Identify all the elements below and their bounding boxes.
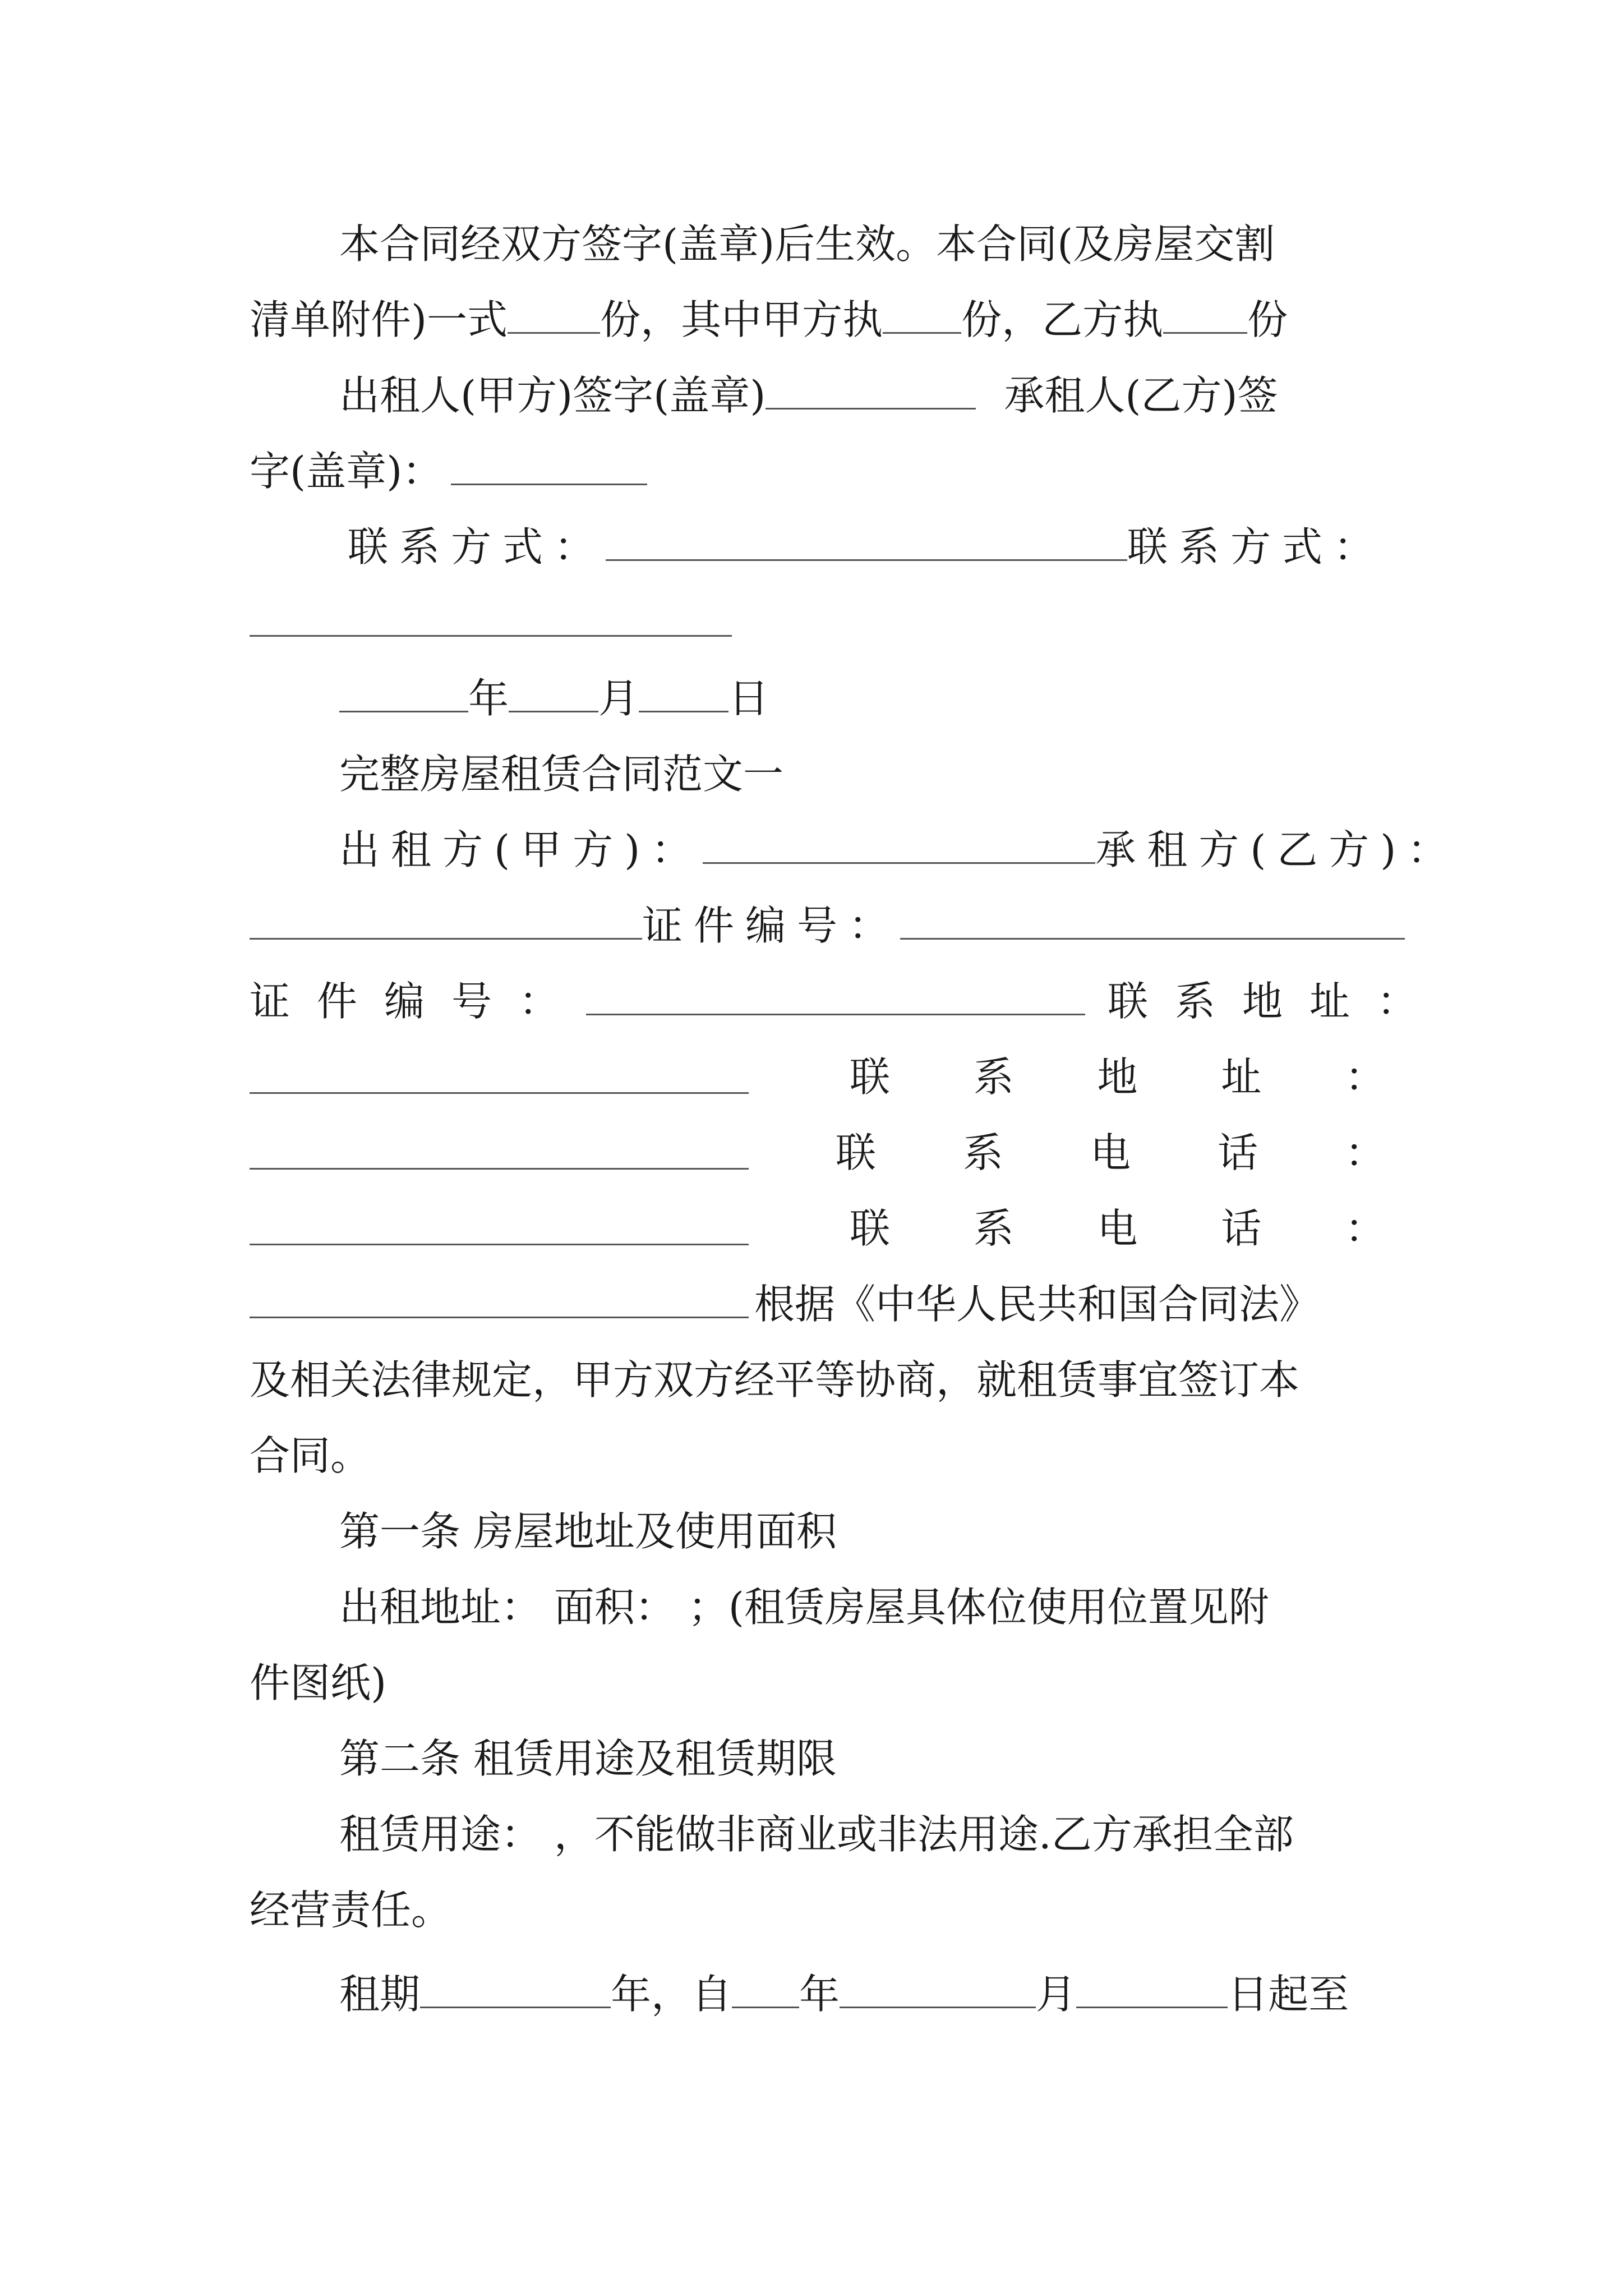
blank-field[interactable] <box>639 677 728 712</box>
copies-party-b-label: 份，乙方执 <box>961 296 1164 343</box>
year-label: 年 <box>799 1971 840 2018</box>
text-line-legal-basis <box>250 1271 1391 1338</box>
char: 联 <box>836 1129 877 1176</box>
copies-label: 清单附件)一式 <box>250 296 508 343</box>
blank-field[interactable] <box>451 450 647 485</box>
paragraph-text: 第二条 租赁用途及租赁期限 <box>339 1735 837 1782</box>
char: 话 <box>1221 1205 1262 1252</box>
text-line <box>250 1876 1391 1944</box>
char: 话 <box>1217 1129 1258 1176</box>
char: ： <box>1344 1205 1385 1252</box>
blank-field[interactable] <box>508 298 600 334</box>
text-line-signature-cont <box>250 438 1391 505</box>
blank-field[interactable] <box>883 298 961 334</box>
text-line-contacts <box>348 513 1391 581</box>
blank-field[interactable] <box>250 601 732 637</box>
char: 电 <box>1097 1205 1138 1252</box>
paragraph-text: 根据《中华人民共和国合同法》 <box>754 1281 1320 1328</box>
paragraph-text: 经营责任。 <box>250 1887 452 1934</box>
char: 地 <box>1097 1053 1138 1101</box>
lessor-signature-label: 出租人(甲方)签字(盖章) <box>339 372 766 419</box>
blank-field[interactable] <box>339 677 468 712</box>
blank-field[interactable] <box>250 1210 749 1245</box>
article-1-heading <box>339 1498 1391 1565</box>
paragraph-text: 第一条 房屋地址及使用面积 <box>339 1508 837 1555</box>
blank-field[interactable] <box>250 904 642 940</box>
year-from-label: 年，自 <box>611 1971 732 2018</box>
day-label: 日 <box>728 675 769 722</box>
blank-field[interactable] <box>250 1134 749 1170</box>
char: 电 <box>1090 1129 1131 1176</box>
text-line-id-number <box>250 892 1391 959</box>
blank-field[interactable] <box>703 829 1095 864</box>
text-line-phone-b <box>250 1195 1391 1262</box>
text-line-contact-blank <box>250 589 1391 656</box>
paragraph-text: 出租地址： 面积： ；(租赁房屋具体位使用位置见附 <box>339 1584 1269 1631</box>
contact-label-a: 联系方式： <box>348 523 606 570</box>
blank-field[interactable] <box>420 1973 611 2008</box>
char: 系 <box>973 1205 1014 1252</box>
char: 系 <box>962 1129 1003 1176</box>
blank-field[interactable] <box>606 526 1127 561</box>
paragraph-text: 本合同经双方签字(盖章)后生效。本合同(及房屋交割 <box>339 220 1275 268</box>
id-number-label: 证件编号： <box>642 902 901 949</box>
char: 联 <box>850 1205 891 1252</box>
text-line-effective-clause <box>339 210 1391 278</box>
day-until-label: 日起至 <box>1228 1971 1349 2018</box>
copies-party-a-label: 份，其中甲方执 <box>600 296 883 343</box>
blank-field[interactable] <box>1163 298 1247 334</box>
text-line-usage <box>339 1801 1391 1868</box>
text-line-lease-term <box>339 1961 1391 2028</box>
blank-field[interactable] <box>732 1973 799 2008</box>
month-label: 月 <box>1036 1971 1077 2018</box>
article-2-heading <box>339 1725 1391 1792</box>
blank-field[interactable] <box>250 1283 749 1318</box>
char: 系 <box>973 1053 1014 1101</box>
copies-unit: 份 <box>1247 296 1288 343</box>
paragraph-text: 件图纸) <box>250 1659 387 1706</box>
address-label: 联系地址： <box>1108 978 1445 1025</box>
text-line <box>250 1346 1391 1414</box>
char: ： <box>1344 1129 1385 1176</box>
blank-field[interactable] <box>766 374 976 409</box>
paragraph-text: 租赁用途： ，不能做非商业或非法用途.乙方承担全部 <box>339 1811 1294 1858</box>
lessor-label: 出租方(甲方)： <box>339 826 703 873</box>
id-number-label: 证件编号： <box>250 978 587 1025</box>
lease-term-label: 租期 <box>339 1971 421 2018</box>
text-line <box>250 1649 1391 1717</box>
section-title <box>339 740 1391 808</box>
blank-field[interactable] <box>840 1973 1036 2008</box>
text-line-id-address <box>250 968 1445 1035</box>
paragraph-text: 字(盖章)： <box>250 448 443 495</box>
text-line-copies <box>250 286 1391 353</box>
blank-field[interactable] <box>1076 1973 1228 2008</box>
paragraph-text: 及相关法律规定，甲方双方经平等协商，就租赁事宜签订本 <box>250 1356 1300 1404</box>
text-line-parties <box>339 816 1459 884</box>
text-line <box>250 1422 1391 1489</box>
char: 联 <box>850 1053 891 1101</box>
blank-field[interactable] <box>586 980 1085 1015</box>
text-line-phone-a <box>250 1119 1391 1186</box>
contact-label-b: 联系方式： <box>1127 523 1386 570</box>
blank-field[interactable] <box>250 1059 749 1094</box>
text-line-rental-address <box>339 1573 1391 1641</box>
char: 址 <box>1221 1053 1262 1101</box>
text-line-date <box>339 665 1391 732</box>
year-label: 年 <box>468 675 509 722</box>
blank-field[interactable] <box>900 904 1405 940</box>
text-line-address <box>250 1043 1391 1111</box>
lessee-signature-label: 承租人(乙方)签 <box>1004 372 1278 419</box>
char: ： <box>1344 1053 1385 1101</box>
lessee-label: 承租方(乙方)： <box>1095 826 1459 873</box>
blank-field[interactable] <box>509 677 598 712</box>
paragraph-text: 合同。 <box>250 1432 371 1479</box>
paragraph-text: 完整房屋租赁合同范文一 <box>339 751 784 798</box>
month-label: 月 <box>598 675 639 722</box>
text-line-signatures <box>339 362 1391 429</box>
